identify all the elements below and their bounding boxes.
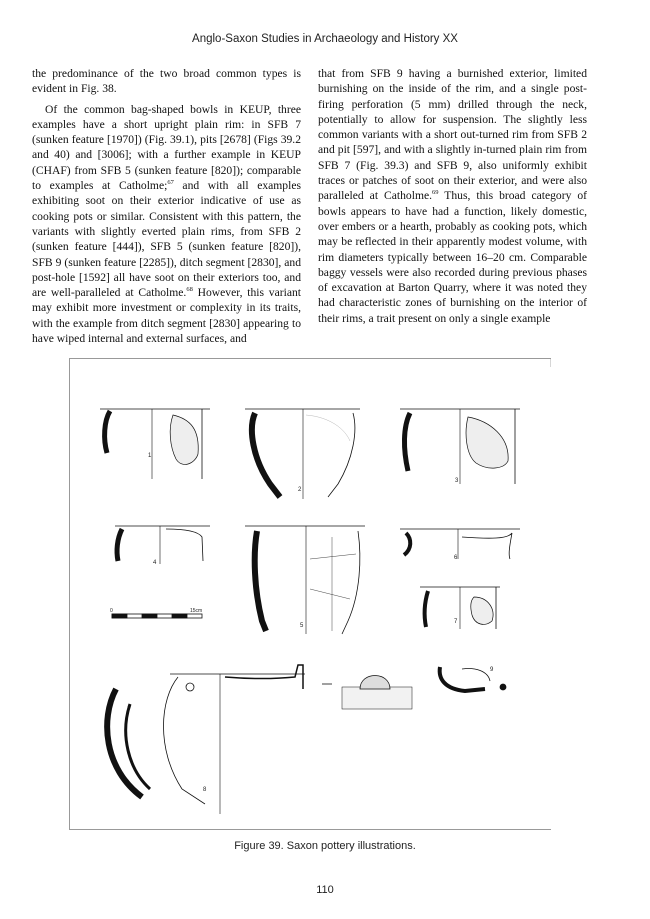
figure-label-4: 4 — [153, 560, 157, 566]
footnote-ref: 67 — [167, 179, 174, 187]
pottery-drawing-2 — [245, 409, 360, 499]
figure-caption: Figure 39. Saxon pottery illustrations. — [234, 840, 416, 852]
scale-label-start: 0 — [110, 608, 113, 614]
paragraph: the predominance of the two broad common types is evident in Fig. 38. — [32, 67, 301, 96]
pottery-drawing-9 — [440, 667, 506, 691]
text-run: and with all examples exhibiting soot on their exterior indicative of use as cooking pots or similar. Consistent with this pattern, the variants with slightly everted plain rims, from SFB 2 (sunken feature [444]), SFB 5 (sunken feature [820]), SFB 9 (sunken feature [2285]), ditch segment [2830], and post-hole [1592] all have soot on their exteriors too, and are well-paralleled at Catholme. — [32, 179, 301, 300]
scale-bar — [112, 614, 202, 618]
figure-label-3: 3 — [455, 478, 459, 484]
paragraph — [318, 66, 587, 326]
pottery-drawing-1 — [100, 409, 210, 479]
pottery-drawing-7 — [420, 587, 500, 629]
pottery-illustrations — [70, 359, 551, 829]
pottery-drawing-6 — [400, 529, 520, 559]
figure-label-1: 1 — [148, 453, 152, 459]
pottery-drawing-5 — [245, 526, 365, 634]
paragraph — [32, 102, 301, 347]
figure-label-2: 2 — [298, 487, 302, 493]
figure-label-5: 5 — [300, 623, 304, 629]
figure-label-6: 6 — [454, 555, 458, 561]
page-number: 110 — [316, 884, 334, 896]
figure-label-8: 8 — [203, 787, 207, 793]
text-run: Of the common bag-shaped bowls in KEUP, three examples have a short upright plain rim: in SFB 7 (sunken feature [1970]) (Fig. 39.1), pits [2678] (Figs 39.2 and 40) and [3006]; with a further example in KEUP (CHAF) from SFB 5 (sunken feature [820]); comparable to examples at Catholme; — [32, 102, 301, 193]
figure-label-7: 7 — [454, 619, 458, 625]
figure-frame — [69, 358, 551, 830]
footnote-ref: 68 — [186, 286, 193, 294]
text-run: that from SFB 9 having a burnished exterior, limited burnishing on the inside of the rim, and a single post-firing perforation (5 mm) drilled through the neck, potentially to allow for suspension. The slightly less common variants with a short out-turned rim from SFB 2 and pit [597], and with a slightly in-turned plain rim from SFB 7 (Fig. 39.3) and SFB 9, also uniformly exhibit traces or patches of soot on their exterior, and were also paralleled at Catholme. — [318, 67, 587, 203]
scale-label-end: 15cm — [190, 608, 203, 614]
figure-label-9: 9 — [490, 667, 494, 673]
text-run: However, this variant may exhibit more investment or complexity in its traits, with the example from ditch segment [2830] appearing to have wiped internal and external surfaces, and — [32, 286, 301, 346]
pottery-drawing-4 — [115, 526, 210, 564]
text-run: Thus, this broad category of bowls appears to have had a function, likely domestic, over embers or a hearth, probably as cooking pots, which may be reflected in their apparently modest volume, with rim diameters typically between 16–20 cm. Comparable baggy vessels were also recorded during previous phases of excavation at Barton Quarry, where it was noted they had characteristic zones of burnishing on the interior of their rims, a trait present on only a single example — [318, 189, 588, 325]
left-text-column — [32, 66, 301, 346]
running-header: Anglo-Saxon Studies in Archaeology and History XX — [192, 33, 458, 45]
pottery-drawing-3 — [400, 409, 520, 484]
footnote-ref: 69 — [432, 189, 439, 197]
lug-detail — [322, 676, 412, 710]
right-text-column — [318, 66, 587, 326]
